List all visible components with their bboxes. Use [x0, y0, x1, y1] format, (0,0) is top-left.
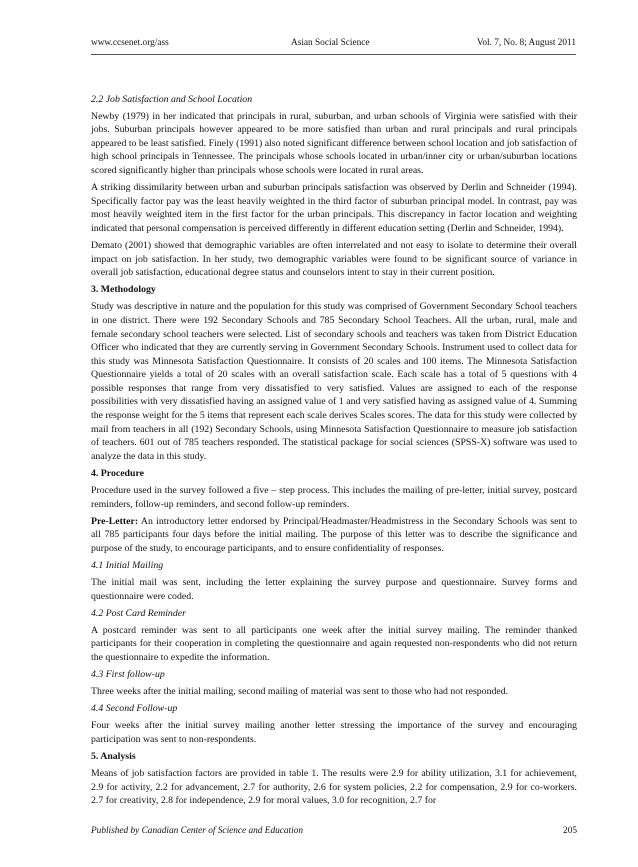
section-4-1-heading: 4.1 Initial Mailing	[91, 560, 164, 571]
section-2-2-heading: 2.2 Job Satisfaction and School Location	[91, 94, 253, 105]
section-4-3-heading: 4.3 First follow-up	[91, 669, 165, 681]
paragraph: Four weeks after the initial survey mailing another letter stressing the importance of the survey and encouraging participation was sent to non-respondents.	[91, 720, 577, 746]
page-number: 205	[563, 826, 577, 836]
section-4-4-heading: 4.4 Second Follow-up	[91, 703, 178, 715]
pre-letter-label: Pre-Letter:	[91, 515, 139, 527]
journal-url: www.ccsenet.org/ass	[91, 38, 169, 48]
section-4-2-heading: 4.2 Post Card Reminder	[91, 607, 186, 619]
journal-name: Asian Social Science	[291, 38, 370, 48]
section-3-heading: 3. Methodology	[91, 284, 156, 296]
paragraph: A striking dissimilarity between urban and suburban principals satisfaction was observed by Derlin and Schneider (1994). Specifically factor pay was the least heavily weighted in the third factor of suburban principal model. In contrast, pay was most heavily weighted item in the first factor for the urban principals. This discrepancy in factor location and weighting indicated that personal compensation is perceived differently in different education setting (Derlin and Schneider, 1994).	[91, 182, 577, 234]
paragraph: Demato (2001) showed that demographic variables are often interrelated and not easy to isolate to determine their overall impact on job satisfaction. In her study, two demographic variables were found to be significant source of variance in overall job satisfaction, educational degree status and counselors intent to stay in their current position.	[91, 239, 577, 279]
publisher-line: Published by Canadian Center of Science and Education	[91, 826, 303, 836]
running-footer	[91, 826, 577, 840]
pre-letter-text: An introductory letter endorsed by Principal/Headmaster/Headmistress in the Secondary Schools was sent to all 785 participants four days before the initial mailing. The purpose of this letter was to describe the significance and purpose of the study, to encourage participants, and to ensure confidentiality of responses.	[91, 515, 577, 554]
volume-info: Vol. 7, No. 8; August 2011	[476, 38, 576, 48]
running-header	[91, 38, 576, 54]
article-body	[91, 93, 577, 812]
paragraph: Procedure used in the survey followed a five – step process. This includes the mailing of pre-letter, initial survey, postcard reminders, follow-up reminders, and second follow-up reminders.	[91, 485, 577, 510]
paragraph: A postcard reminder was sent to all participants one week after the initial survey mailing. The reminder thanked participants for their cooperation in completing the questionnaire and again requested non-respondents who did not return the questionnaire to expedite the information.	[91, 624, 577, 664]
paragraph: The initial mail was sent, including the letter explaining the survey purpose and questionnaire. Survey forms and questionnaire were coded.	[91, 577, 577, 602]
header-divider	[91, 54, 576, 55]
paragraph: Three weeks after the initial mailing, second mailing of material was sent to those who had not responded.	[91, 686, 509, 698]
paragraph: Newby (1979) in her indicated that principals in rural, suburban, and urban schools of Virginia were satisfied with their jobs. Suburban principals however appeared to be more satisfied than urban and rural principals and rural principals appeared to be least satisfied. Finely (1991) also noted significant difference between school location and job satisfaction of high school principals in Tennessee. The principals whose schools located in urban/inner city or urban/suburban locations scored significantly higher than principals whose schools were located in rural areas.	[91, 110, 577, 176]
section-4-heading: 4. Procedure	[91, 467, 144, 479]
paragraph: Study was descriptive in nature and the population for this study was comprised of Government Secondary School teachers in one district. There were 192 Secondary Schools and 785 Secondary School Teachers. All the urban, rural, male and female secondary school teachers were selected. List of secondary schools and teachers was taken from District Education Officer who indicated that they are currently serving in Government Secondary Schools. Instrument used to collect data for this study was Minnesota Satisfaction Questionnaire. It consists of 20 scales and 100 items. The Minnesota Satisfaction Questionnaire yields a total of 20 scales with an overall satisfaction scale. Each scale has a total of 5 questions with 4 possible responses that range from very dissatisfied to very satisfied. Values are assigned to each of the response possibilities with very dissatisfied having an assigned value of 1 and very satisfied having as assigned value of 4. Summing the response weight for the 5 items that represent each scale derives Scales scores. The data for this study were collected by mail from teachers in all (192) Secondary Schools, using Minnesota Satisfaction Questionnaire to measure job satisfaction of teachers. 601 out of 785 teachers responded. The statistical package for social sciences (SPSS-X) software was used to analyze the data in this study.	[91, 301, 577, 462]
paragraph: Means of job satisfaction factors are provided in table 1. The results were 2.9 for ability utilization, 3.1 for achievement, 2.9 for activity, 2.2 for advancement, 2.7 for authority, 2.6 for system policies, 2.2 for compensation, 2.9 for co-workers. 2.7 for creativity, 2.8 for independence, 2.9 for moral values, 3.0 for recognition, 2.7 for	[91, 768, 577, 807]
section-5-heading: 5. Analysis	[91, 751, 136, 763]
pre-letter-paragraph	[91, 515, 577, 556]
